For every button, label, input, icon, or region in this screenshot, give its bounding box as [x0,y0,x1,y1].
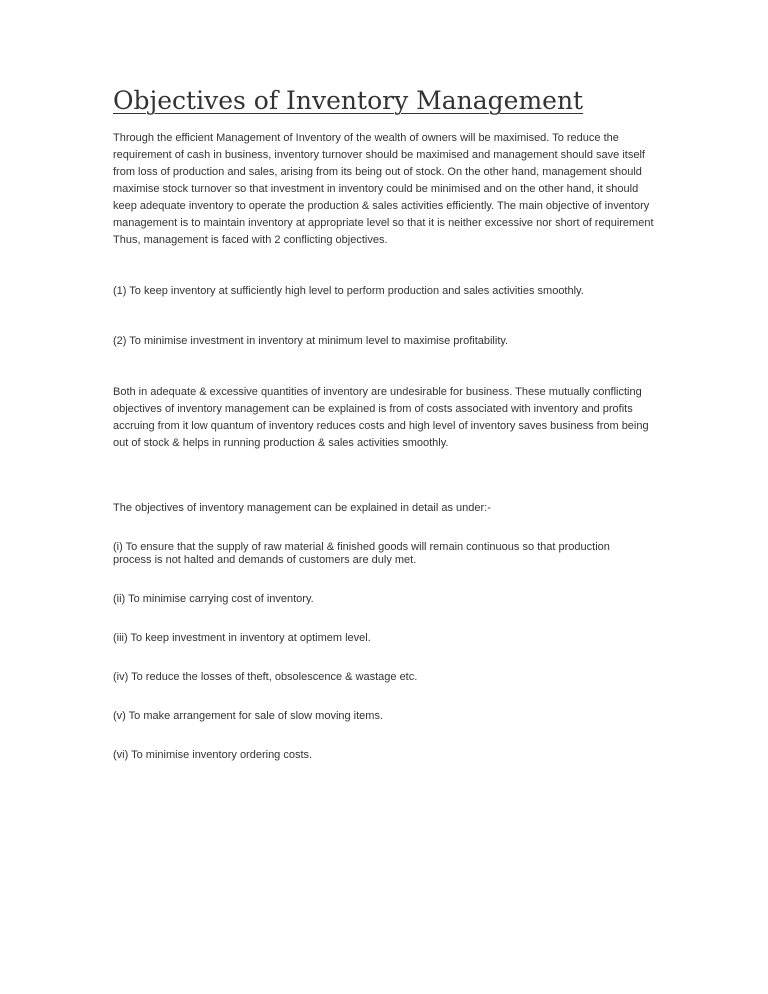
discussion-paragraph: Both in adequate & excessive quantities of inventory are undesirable for business. These mutually conflicting objectives of inventory management can be explained is from of costs associated with inventory and profits accruing from it low quantum of inventory reduces costs and high level of inventory saves business from being out of stock & helps in running production & sales activities smoothly. [113,386,649,449]
detail-intro: The objectives of inventory management can be explained in detail as under:- [113,502,491,514]
detailed-objective-vi: (vi) To minimise inventory ordering costs. [113,749,313,761]
detailed-objective-ii: (ii) To minimise carrying cost of inventory. [113,593,314,605]
detailed-objective-iv: (iv) To reduce the losses of theft, obsolescence & wastage etc. [113,671,418,683]
conflicting-objective-1: (1) To keep inventory at sufficiently high level to perform production and sales activities smoothly. [113,285,584,297]
document-title: Objectives of Inventory Management [113,86,584,115]
intro-paragraph: Through the efficient Management of Inventory of the wealth of owners will be maximised. To reduce the requirement of cash in business, inventory turnover should be maximised and management should save itself from loss of production and sales, arising from its being out of stock. On the other hand, management should maximise stock turnover so that investment in inventory could be minimised and on the other hand, it should keep adequate inventory to operate the production & sales activities efficiently. The main objective of inventory management is to maintain inventory at appropriate level so that it is neither excessive nor short of requirement Thus, management is faced with 2 conflicting objectives. [113,132,654,246]
conflicting-objective-2: (2) To minimise investment in inventory at minimum level to maximise profitability. [113,335,509,347]
detailed-objective-iii: (iii) To keep investment in inventory at optimem level. [113,632,371,644]
detailed-objective-i: (i) To ensure that the supply of raw material & finished goods will remain continuous so that production process is not halted and demands of customers are duly met. [113,541,610,566]
detailed-objective-v: (v) To make arrangement for sale of slow moving items. [113,710,384,722]
